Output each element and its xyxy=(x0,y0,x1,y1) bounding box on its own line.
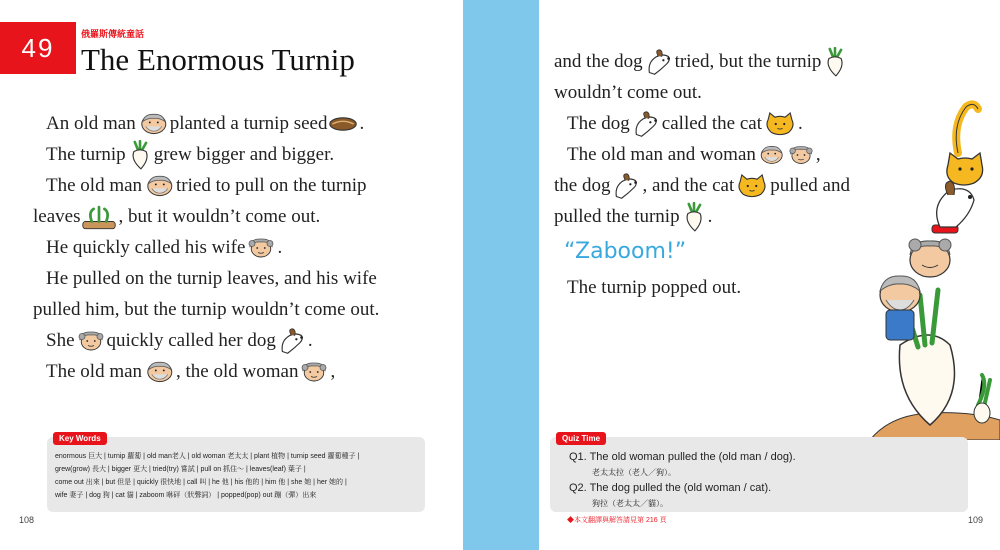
story-text: He pulled on the turnip leaves, and his wife xyxy=(46,268,377,289)
dog-icon xyxy=(644,48,674,76)
turnip-icon xyxy=(681,202,707,232)
series-label: 俄羅斯傳統童話 xyxy=(81,29,145,39)
story-text: , the old woman xyxy=(176,361,299,382)
story-text: The dog xyxy=(567,113,630,134)
key-words-line: come out 出來 | but 但是 | quickly 很快地 | call 叫 | he 他 | his 他的 | him 他 | she 她 | her 她的 | xyxy=(55,479,347,486)
story-line xyxy=(33,139,463,170)
turnip-icon xyxy=(127,140,153,170)
old-woman-icon xyxy=(299,360,329,384)
dog-icon xyxy=(631,110,661,138)
story-text: , but it wouldn’t come out. xyxy=(118,206,321,227)
story-text: The turnip popped out. xyxy=(567,277,742,298)
story-text: . xyxy=(307,330,313,351)
old-woman-icon xyxy=(246,236,276,260)
old-woman-icon xyxy=(787,143,815,167)
story-text: planted a turnip seed xyxy=(169,113,328,134)
quiz-question-1: Q1. The old woman pulled the (old man / dog). xyxy=(569,451,796,463)
story-line xyxy=(33,263,463,294)
story-text: pulled the turnip xyxy=(554,206,680,227)
story-title: The Enormous Turnip xyxy=(81,42,355,77)
story-text: wouldn’t come out. xyxy=(554,82,702,103)
old-man-icon xyxy=(143,359,175,385)
answer-reference: ◆本文翻譯與解答請見第 216 頁 xyxy=(567,517,667,524)
key-words-line: wife 妻子 | dog 狗 | cat 貓 | zaboom 咻砰（狀聲詞） | popped(pop) out 蹦（彈）出來 xyxy=(55,492,317,499)
story-text: the dog xyxy=(554,175,611,196)
left-page-number: 108 xyxy=(19,515,35,525)
story-text: pulled him, but the turnip wouldn’t come out. xyxy=(33,299,380,320)
story-number: 49 xyxy=(0,22,76,74)
quiz-question-2-translation: 狗拉（老太太／貓）。 xyxy=(592,499,668,508)
story-line xyxy=(33,356,463,387)
story-text: , and the cat xyxy=(642,175,735,196)
dog-icon xyxy=(611,172,641,200)
dog-icon xyxy=(277,327,307,355)
quiz-question-1-translation: 老太太拉（老人／狗）。 xyxy=(592,468,676,477)
story-text: He quickly called his wife xyxy=(46,237,246,258)
story-line xyxy=(33,170,463,201)
old-man-icon xyxy=(757,143,785,167)
key-words-line: grew(grow) 長大 | bigger 更大 | tried(try) 嘗試 | pull on 抓住～ | leaves(leaf) 葉子 | xyxy=(55,466,306,473)
story-text: The old man xyxy=(46,361,143,382)
story-text: . xyxy=(277,237,283,258)
cat-icon xyxy=(735,173,769,199)
cat-icon xyxy=(763,111,797,137)
story-text: called the cat xyxy=(661,113,763,134)
story-text: , xyxy=(815,144,821,165)
right-page-number: 109 xyxy=(968,515,984,525)
key-words-label: Key Words xyxy=(53,432,107,445)
seed-icon xyxy=(328,115,358,133)
story-text: tried, but the turnip xyxy=(674,51,822,72)
story-text: tried to pull on the turnip xyxy=(176,175,367,196)
story-text: An old man xyxy=(46,113,136,134)
turnip-pulling-illustration xyxy=(870,95,1000,440)
story-text: and the dog xyxy=(554,51,643,72)
story-line xyxy=(33,294,463,325)
turnip-icon xyxy=(822,47,848,77)
quiz-box xyxy=(550,434,968,512)
left-story-text xyxy=(33,108,463,387)
story-text: pulled and xyxy=(770,175,850,196)
old-woman-icon xyxy=(76,329,106,353)
story-text: The old man xyxy=(46,175,143,196)
story-text: leaves xyxy=(33,206,81,227)
story-text: . xyxy=(707,206,713,227)
story-text: The turnip xyxy=(46,144,126,165)
story-text: . xyxy=(798,113,803,134)
old-man-icon xyxy=(137,111,169,137)
story-text: The old man and woman xyxy=(567,144,756,165)
story-line xyxy=(554,46,974,77)
story-line xyxy=(33,201,463,232)
key-words-list xyxy=(55,450,359,502)
zaboom-exclamation: “Zaboom!” xyxy=(564,239,687,264)
story-text: , xyxy=(330,361,336,382)
key-words-box xyxy=(47,434,425,512)
key-words-line: enormous 巨大 | turnip 蘿蔔 | old man老人 | old woman 老太太 | plant 植物 | turnip seed 蘿蔔種子 | xyxy=(55,453,360,460)
story-text: . xyxy=(359,113,365,134)
old-man-icon xyxy=(143,173,175,199)
story-text: grew bigger and bigger. xyxy=(153,144,335,165)
quiz-label: Quiz Time xyxy=(556,432,606,445)
story-text: She xyxy=(46,330,75,351)
story-line xyxy=(33,232,463,263)
story-line xyxy=(33,325,463,356)
quiz-question-2: Q2. The dog pulled the (old woman / cat). xyxy=(569,482,772,494)
page-spine xyxy=(463,0,539,550)
story-text: quickly called her dog xyxy=(106,330,276,351)
story-line xyxy=(33,108,463,139)
sprout-icon xyxy=(81,203,117,231)
